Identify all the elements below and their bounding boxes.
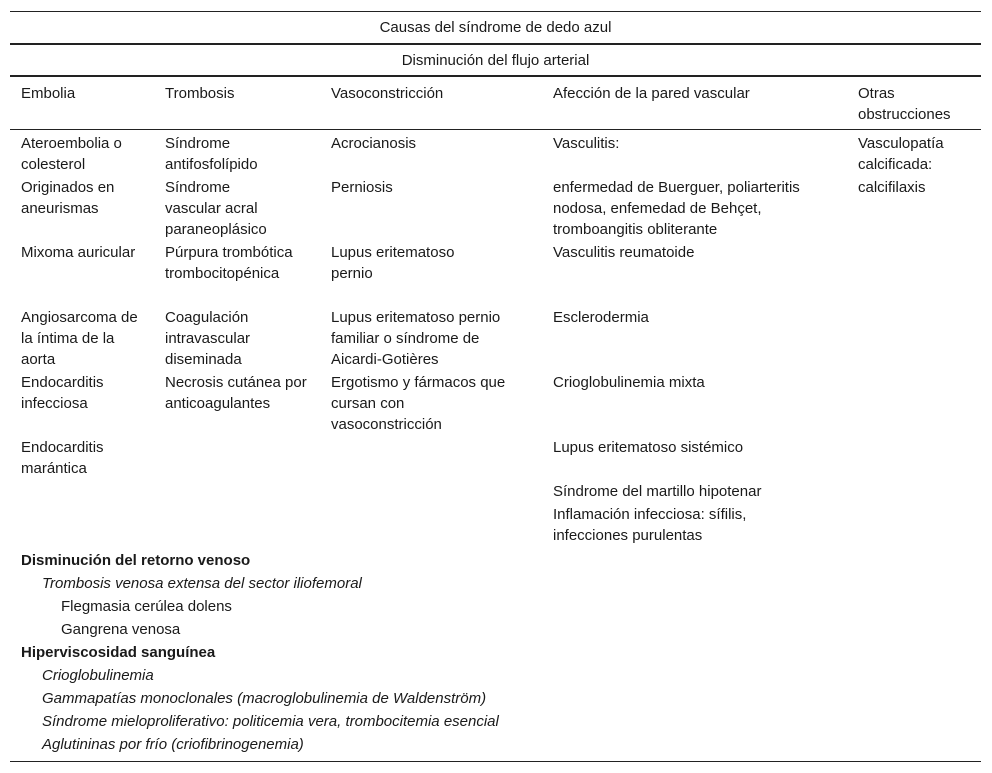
table-cell: Originados en aneurismas [21,179,115,217]
table-cell: Lupus eritematoso pernio [331,244,455,282]
header-rule [10,129,981,130]
table-cell: Ergotismo y fármacos que cursan con vasoconstricción [331,374,506,433]
table-cell: Endocarditis marántica [21,439,104,477]
table-cell: Síndrome vascular acral paraneoplásico [165,179,267,238]
table-cell: Vasculitis: [553,135,620,152]
section-heading-venous: Disminución del retorno venoso [21,552,251,569]
table-cell: Angiosarcoma de la íntima de la aorta [21,309,138,368]
table-cell: calcifilaxis [858,179,926,196]
table-cell: Mixoma auricular [21,244,136,261]
section-item: Trombosis venosa extensa del sector iliofemoral [42,575,362,592]
table-cell: Necrosis cutánea por anticoagulantes [165,374,307,412]
column-header-trombosis: Trombosis [165,85,235,102]
section-heading-hyperviscosity: Hiperviscosidad sanguínea [21,644,216,661]
table-cell: Síndrome del martillo hipotenar [553,483,762,500]
table-cell: Inflamación infecciosa: sífilis, infecciones purulentas [553,506,747,544]
table-cell: Ateroembolia o colesterol [21,135,122,173]
table-cell: Coagulación intravascular diseminada [165,309,251,368]
section-item: Crioglobulinemia [42,667,154,684]
table-cell: Vasculopatía calcificada: [858,135,944,173]
table-cell: Síndrome antifosfolípido [165,135,258,173]
table-cell: Vasculitis reumatoide [553,244,695,261]
section-subitem: Gangrena venosa [61,621,181,638]
table-cell: Acrocianosis [331,135,417,152]
table-title: Causas del síndrome de dedo azul [379,19,612,36]
column-header-embolia: Embolia [21,85,76,102]
section-subitem: Flegmasia cerúlea dolens [61,598,232,615]
table-cell: enfermedad de Buerguer, poliarteritis nodosa, enfemedad de Behçet, tromboangitis obliterante [553,179,800,238]
table-subtitle: Disminución del flujo arterial [401,52,590,69]
section-item: Gammapatías monoclonales (macroglobulinemia de Waldenström) [42,690,487,707]
table-cell: Esclerodermia [553,309,649,326]
table-cell: Púrpura trombótica trombocitopénica [165,244,293,282]
column-header-otras-obstrucciones: Otras obstrucciones [858,85,951,123]
column-header-vasoconstriccion: Vasoconstricción [331,85,444,102]
column-header-pared-vascular: Afección de la pared vascular [553,85,750,102]
section-item: Síndrome mieloproliferativo: politicemia vera, trombocitemia esencial [42,713,499,730]
table-cell: Crioglobulinemia mixta [553,374,705,391]
section-item: Aglutininas por frío (criofibrinogenemia) [42,736,304,753]
table-cell: Lupus eritematoso pernio familiar o síndrome de Aicardi-Gotières [331,309,501,368]
subtitle-rule [10,75,981,77]
title-rule [10,43,981,45]
table-bottom-rule [10,761,981,762]
table-cell: Lupus eritematoso sistémico [553,439,744,456]
table-top-rule [10,11,981,12]
table-cell: Endocarditis infecciosa [21,374,104,412]
table-cell: Perniosis [331,179,393,196]
